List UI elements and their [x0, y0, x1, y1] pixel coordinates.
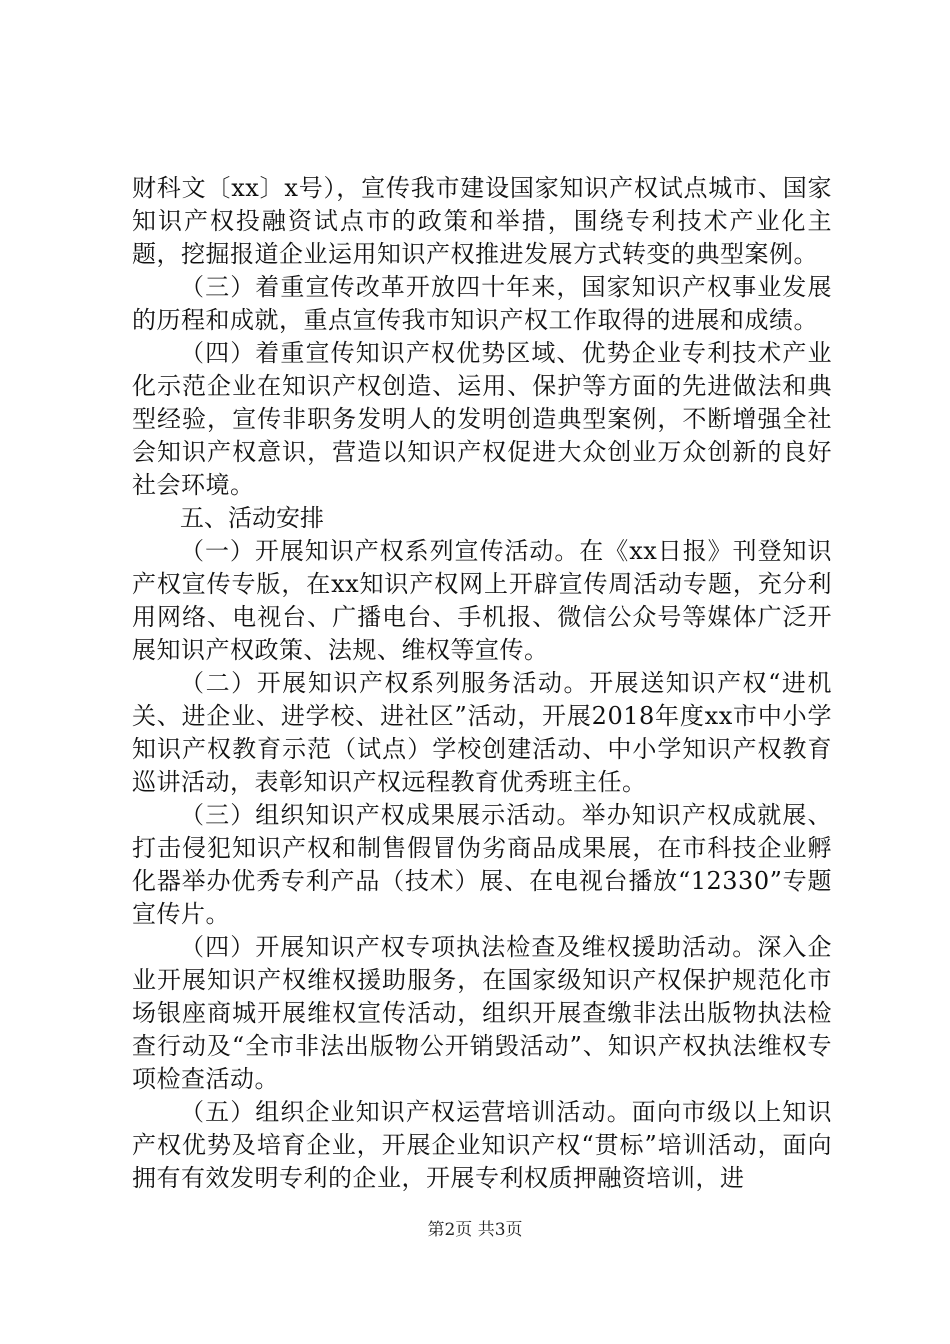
- paragraph-activity-4: （四）开展知识产权专项执法检查及维权援助活动。深入企业开展知识产权维权援助服务，在国家级知识产权保护规范化市场银座商城开展维权宣传活动，组织开展查缴非法出版物执法检查行动及“全市非法出版物公开销毁活动”、知识产权执法维权专项检查活动。: [132, 933, 832, 1093]
- paragraph-activity-2: （二）开展知识产权系列服务活动。开展送知识产权“进机关、进企业、进学校、进社区”活动，开展2018年度xx市中小学知识产权教育示范（试点）学校创建活动、中小学知识产权教育巡讲活动，表彰知识产权远程教育优秀班主任。: [132, 669, 832, 796]
- paragraph-activity-3: （三）组织知识产权成果展示活动。举办知识产权成就展、打击侵犯知识产权和制售假冒伪劣商品成果展，在市科技企业孵化器举办优秀专利产品（技术）展、在电视台播放“12330”专题宣传片。: [132, 801, 832, 928]
- paragraph-activity-1: （一）开展知识产权系列宣传活动。在《xx日报》刊登知识产权宣传专版，在xx知识产权网上开辟宣传周活动专题，充分利用网络、电视台、广播电台、手机报、微信公众号等媒体广泛开展知识产权政策、法规、维权等宣传。: [132, 537, 832, 664]
- document-body: [132, 172, 832, 1195]
- paragraph-item-4: （四）着重宣传知识产权优势区域、优势企业专利技术产业化示范企业在知识产权创造、运用、保护等方面的先进做法和典型经验，宣传非职务发明人的发明创造典型案例，不断增强全社会知识产权意识，营造以知识产权促进大众创业万众创新的良好社会环境。: [132, 339, 832, 499]
- section-heading: 五、活动安排: [180, 504, 324, 532]
- paragraph-continuation: 财科文〔xx〕x号），宣传我市建设国家知识产权试点城市、国家知识产权投融资试点市的政策和举措，围绕专利技术产业化主题，挖掘报道企业运用知识产权推进发展方式转变的典型案例。: [132, 174, 832, 268]
- page-number-footer: 第2页 共3页: [427, 1220, 523, 1240]
- paragraph-item-3: （三）着重宣传改革开放四十年来，国家知识产权事业发展的历程和成就，重点宣传我市知识产权工作取得的进展和成绩。: [132, 273, 832, 334]
- paragraph-activity-5: （五）组织企业知识产权运营培训活动。面向市级以上知识产权优势及培育企业，开展企业知识产权“贯标”培训活动，面向拥有有效发明专利的企业，开展专利权质押融资培训，进: [132, 1098, 832, 1192]
